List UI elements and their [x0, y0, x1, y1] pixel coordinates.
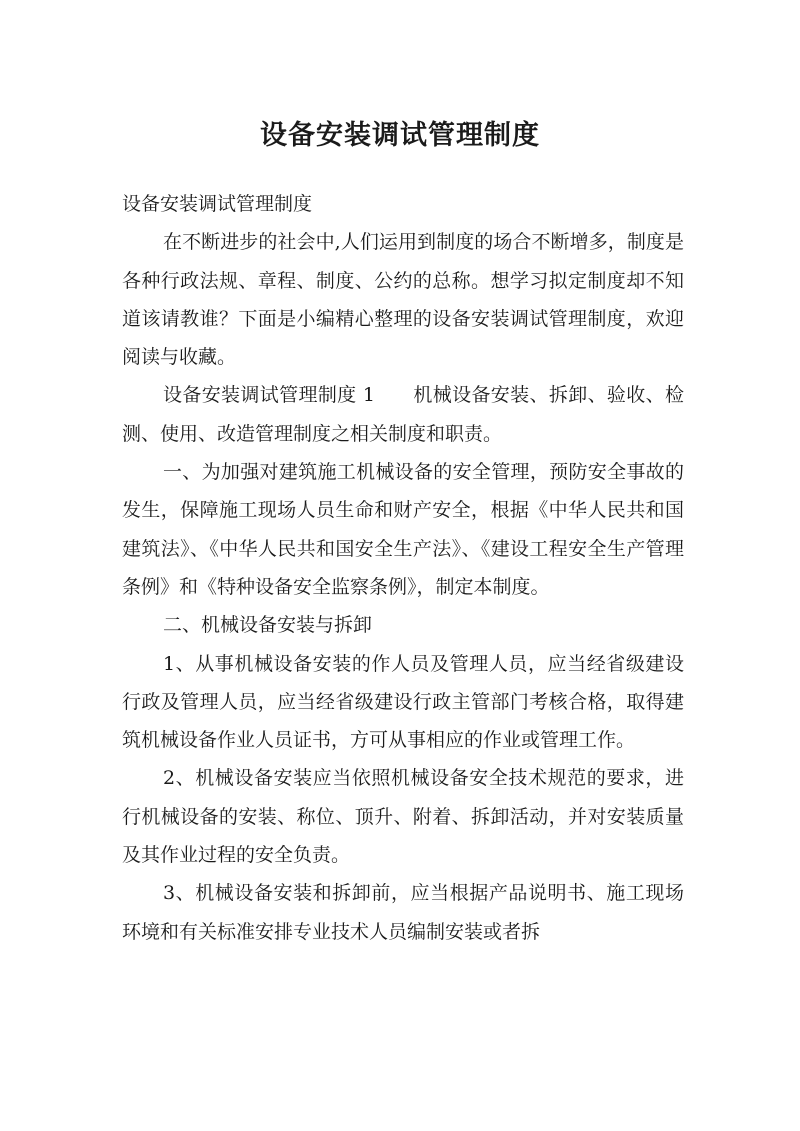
- paragraph-subtitle: 设备安装调试管理制度: [122, 193, 313, 215]
- paragraph-section-lead: [122, 376, 684, 453]
- paragraph-item-2-heading: 二、机械设备安装与拆卸: [163, 614, 373, 637]
- document-body: [122, 185, 684, 951]
- document-title: 设备安装调试管理制度: [260, 120, 540, 152]
- paragraph-intro: 在不断进步的社会中,人们运用到制度的场合不断增多，制度是各种行政法规、章程、制度、公约的总称。想学习拟定制度却不知道该请教谁？下面是小编精心整理的设备安装调试管理制度，欢迎阅读与收藏。: [122, 231, 684, 369]
- paragraph-subitem-2: 2、机械设备安装应当依照机械设备安全技术规范的要求，进行机械设备的安装、称位、顶升、附着、拆卸活动，并对安装质量及其作业过程的安全负责。: [122, 767, 684, 867]
- paragraph-lead-text: 机械设备安装、拆卸、验收、检测、使用、改造管理制度之相关制度和职责。: [122, 384, 684, 445]
- paragraph-item-1: 一、为加强对建筑施工机械设备的安全管理，预防安全事故的发生，保障施工现场人员生命和财产安全，根据《中华人民共和国建筑法》、《中华人民共和国安全生产法》、《建设工程安全生产管理条例》和《特种设备安全监察条例》，制定本制度。: [122, 461, 684, 598]
- paragraph-subitem-1: 1、从事机械设备安装的作人员及管理人员，应当经省级建设行政及管理人员，应当经省级建设行政主管部门考核合格，取得建筑机械设备作业人员证书，方可从事相应的作业或管理工作。: [122, 652, 684, 752]
- paragraph-subitem-3: 3、机械设备安装和拆卸前，应当根据产品说明书、施工现场环境和有关标准安排专业技术人员编制安装或者拆: [122, 882, 684, 943]
- paragraph-lead-label: 设备安装调试管理制度 1: [163, 384, 376, 407]
